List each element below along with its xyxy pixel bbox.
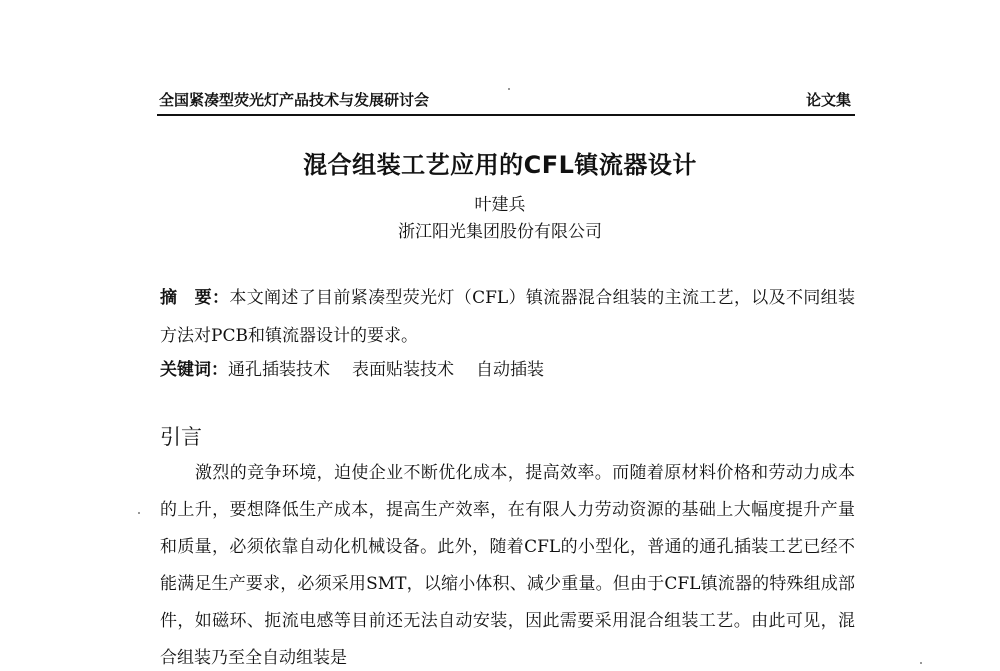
- keyword-item: 表面贴装技术: [352, 360, 454, 380]
- section-heading: 引言: [160, 425, 202, 449]
- scan-speck: [920, 662, 922, 664]
- keywords: [160, 353, 855, 387]
- body-paragraph: 激烈的竞争环境，迫使企业不断优化成本，提高效率。而随着原材料价格和劳动力成本的上升，要想降低生产成本，提高生产效率，在有限人力劳动资源的基础上大幅度提升产量和质量，必须依靠自动化机械设备。此外，随着CFL的小型化，普通的通孔插装工艺已经不能满足生产要求，必须采用SMT，以缩小体积、减少重量。但由于CFL镇流器的特殊组成部件，如磁环、扼流电感等目前还无法自动安装，因此需要采用混合组装工艺。由此可见，混合组装乃至全自动组装是: [160, 463, 855, 668]
- scan-speck: [508, 88, 510, 90]
- keywords-label: 关键词：: [160, 360, 228, 380]
- running-head: [157, 88, 855, 116]
- paper-title: 混合组装工艺应用的CFL镇流器设计: [303, 151, 697, 179]
- author-affiliation: 浙江阳光集团股份有限公司: [398, 222, 602, 242]
- scan-speck: [138, 512, 140, 514]
- abstract-text: 本文阐述了目前紧凑型荧光灯（CFL）镇流器混合组装的主流工艺，以及不同组装方法对PCB和镇流器设计的要求。: [160, 288, 855, 346]
- proceedings-label: 论文集: [805, 91, 851, 109]
- abstract-label: 摘 要：: [160, 288, 230, 308]
- author-name: 叶建兵: [474, 195, 526, 215]
- conference-name: 全国紧凑型荧光灯产品技术与发展研讨会: [159, 91, 430, 109]
- keyword-item: 通孔插装技术: [228, 360, 330, 380]
- abstract: [160, 279, 855, 355]
- keyword-item: 自动插装: [476, 360, 544, 380]
